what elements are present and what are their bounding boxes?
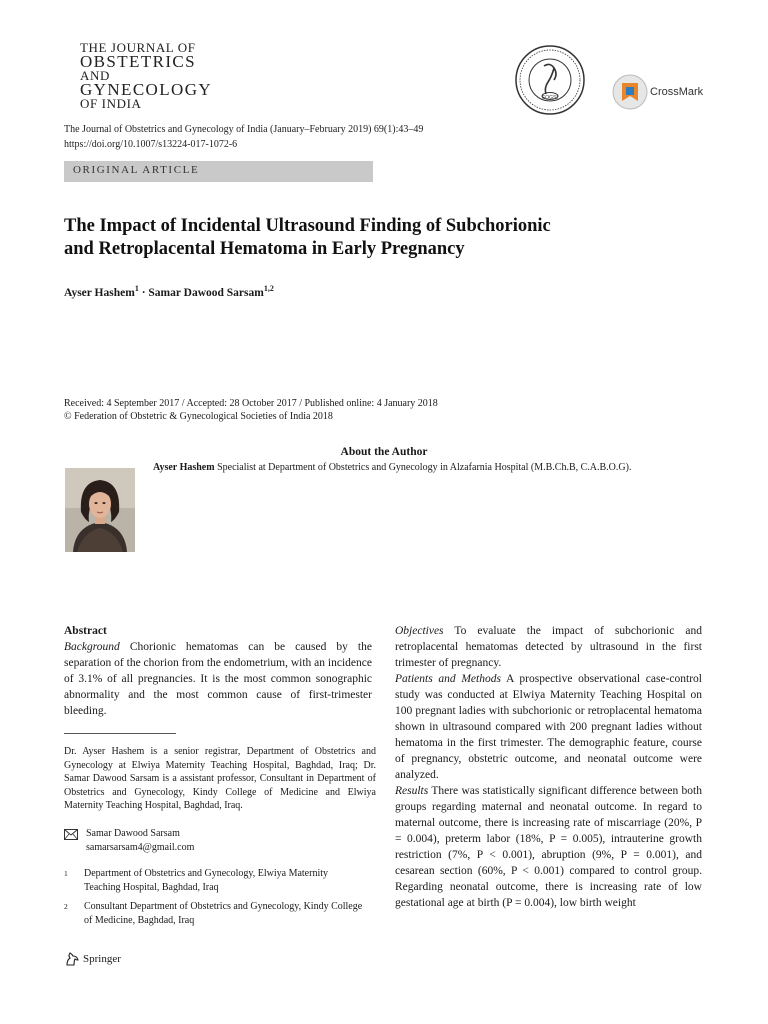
author-name[interactable]: Samar Dawood Sarsam [148, 286, 264, 299]
crossmark-badge[interactable] [612, 74, 703, 110]
footnote-divider [64, 733, 176, 734]
dates-line: Received: 4 September 2017 / Accepted: 28 October 2017 / Published online: 4 January 2018 [64, 398, 438, 409]
crossmark-label: CrossMark [650, 86, 704, 98]
about-author-heading: About the Author [340, 446, 428, 458]
section-banner [64, 161, 373, 182]
journal-logo-line: AND [80, 68, 110, 83]
contact-name: Samar Dawood Sarsam [86, 828, 180, 839]
journal-logo [80, 41, 230, 111]
doi-link[interactable]: https://doi.org/10.1007/s13224-017-1072-6 [64, 139, 238, 150]
citation: The Journal of Obstetrics and Gynecology of India (January–February 2019) 69(1):43–49 [64, 124, 424, 135]
author-separator: · [141, 286, 146, 299]
affiliation-text: Consultant Department of Obstetrics and Gynecology, Kindy College of Medicine, Baghdad, Iraq [84, 901, 363, 926]
author-affiliation-ref: 1 [134, 284, 139, 293]
title-line: and Retroplacental Hematoma in Early Pregnancy [64, 239, 465, 259]
publication-dates [64, 397, 438, 423]
about-author-bio: Specialist at Department of Obstetrics and Gynecology in Alzafarnia Hospital (M.B.Ch.B, C.A.B.O.G). [214, 462, 632, 473]
about-author-name: Ayser Hashem [153, 462, 215, 473]
affiliation-number: 2 [64, 902, 68, 911]
publisher-footer [64, 951, 121, 967]
title-line: The Impact of Incidental Ultrasound Finding of Subchorionic [64, 216, 551, 236]
society-seal-icon [514, 44, 586, 116]
contact-row [64, 827, 374, 854]
affiliation-number: 1 [64, 869, 68, 878]
abstract-right-column [395, 623, 702, 911]
results-label: Results [395, 785, 429, 797]
methods-text: A prospective observational case-control study was conducted at Elwiya Maternity Teaching Hospital on 100 pregnant ladies with subchorionic or retroplacental hematoma shown in ultrasound compared with 200 pregnant ladies without hematoma in the first trimester. The demographic feature, course of pregnancy, obstetric outcome, and neonatal outcome were analyzed. [395, 673, 702, 781]
springer-horse-icon [64, 951, 80, 967]
journal-logo-line: GYNECOLOGY [80, 80, 213, 99]
abstract-results [395, 783, 702, 911]
contact-block [64, 827, 374, 854]
objectives-text: To evaluate the impact of subchorionic and retroplacental hematomas detected by ultrasound in the first trimester of pregnancy. [395, 625, 702, 669]
abstract-objectives [395, 623, 702, 671]
contact-email[interactable]: samarsarsam4@gmail.com [86, 841, 195, 853]
results-text: There was statistically significant difference between both groups regarding maternal and neonatal outcome. In regard to maternal outcome, there is increasing rate of miscarriage (20%, P = 0.004), preterm labor (18%, P = 0.005), intrauterine growth restriction (7%, P < 0.001), abruption (9%, P = 0.001), and cesarean section (60%, P < 0.001) compared to control group. Regarding neonatal outcome, there is increasing rate of low gestational age at birth (P = 0.004), low birth weight [395, 785, 702, 909]
publisher-name: Springer [83, 953, 121, 965]
affiliation-2 [64, 900, 364, 927]
crossmark-icon [612, 74, 648, 110]
about-author-text [153, 462, 631, 473]
journal-logo-line: OBSTETRICS [80, 52, 197, 71]
author-affiliation-ref: 1,2 [263, 284, 274, 293]
author-list [64, 284, 274, 299]
abstract-background [64, 639, 372, 719]
objectives-label: Objectives [395, 625, 444, 637]
article-title [64, 215, 664, 261]
journal-logo-line: THE JOURNAL OF [80, 40, 196, 55]
affiliation-1 [64, 867, 364, 894]
envelope-icon [64, 829, 78, 840]
seal-text: FOGSI [542, 95, 558, 101]
copyright-line: © Federation of Obstetric & Gynecological Societies of India 2018 [64, 411, 333, 422]
abstract-heading: Abstract [64, 625, 107, 637]
author-bio-footnote: Dr. Ayser Hashem is a senior registrar, Department of Obstetrics and Gynecology at Elwiya Maternity Teaching Hospital, Baghdad, Iraq; Dr. Samar Dawood Sarsam is a assistant professor, Consultant in Department of Obstetrics and Gynecology, Kindy College of Medicine and Elwiya Maternity Teaching Hospital, Baghdad, Iraq. [64, 746, 376, 811]
author-photo [65, 468, 135, 552]
journal-logo-line: OF INDIA [80, 96, 142, 111]
background-label: Background [64, 641, 120, 653]
abstract-methods [395, 671, 702, 783]
abstract-left-column [64, 623, 372, 719]
section-label: ORIGINAL ARTICLE [73, 164, 200, 176]
methods-label: Patients and Methods [395, 673, 501, 685]
affiliation-text: Department of Obstetrics and Gynecology, Elwiya Maternity Teaching Hospital, Baghdad, Iraq [84, 868, 329, 893]
background-text: Chorionic hematomas can be caused by the separation of the chorion from the endometrium, with an incidence of 3.1% of all pregnancies. It is the most common sonographic abnormality and the most common cause of first-trimester bleeding. [64, 641, 372, 717]
author-name[interactable]: Ayser Hashem [64, 286, 135, 299]
